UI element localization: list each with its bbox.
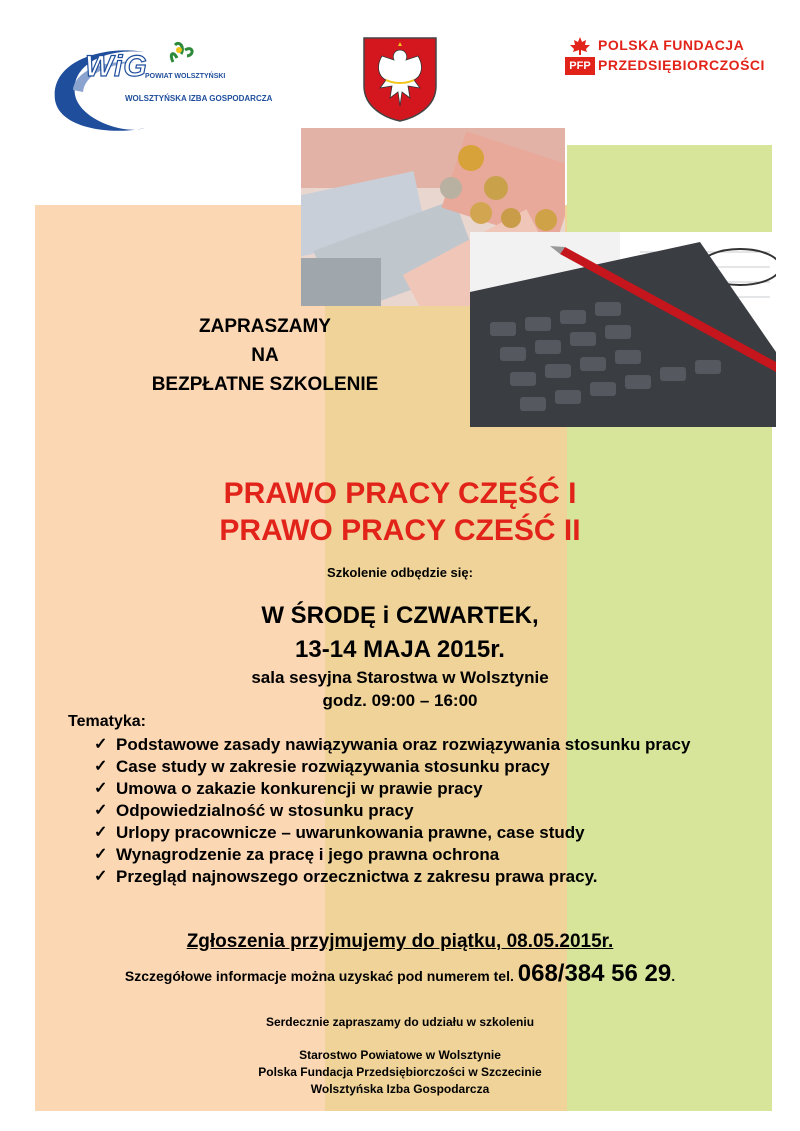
calculator-photo xyxy=(470,232,776,427)
checkmark-icon: ✓ xyxy=(94,824,108,841)
coat-of-arms-icon xyxy=(362,36,438,122)
event-date: 13-14 MAJA 2015r. xyxy=(295,636,505,663)
registration-deadline: Zgłoszenia przyjmujemy do piątku, 08.05.2015r. xyxy=(186,931,614,952)
wig-logo xyxy=(45,40,273,135)
invite-line2: NA xyxy=(251,345,279,366)
event-hours: godz. 09:00 – 16:00 xyxy=(322,691,478,710)
maple-leaf-icon xyxy=(570,37,590,55)
invite-line1: ZAPRASZAMY xyxy=(199,316,331,337)
contact-text: Szczegółowe informacje można uzyskać pod numerem tel. xyxy=(124,968,514,984)
checkmark-icon: ✓ xyxy=(94,780,108,797)
topic-item: ✓ Urlopy pracownicze – uwarunkowania prawne, case study xyxy=(94,823,585,842)
invite-heading xyxy=(90,312,440,399)
topic-item: ✓ Przegląd najnowszego orzecznictwa z zakresu prawa pracy. xyxy=(94,867,598,886)
organizer-line: Starostwo Powiatowe w Wolsztynie xyxy=(299,1048,501,1062)
checkmark-icon: ✓ xyxy=(94,758,108,775)
wig-powiat-label: POWIAT WOLSZTYŃSKI xyxy=(145,73,226,80)
topics-label: Tematyka: xyxy=(68,713,146,730)
phone-suffix: . xyxy=(671,968,676,984)
pfp-box: PFP xyxy=(565,57,595,75)
event-venue: sala sesyjna Starostwa w Wolsztynie xyxy=(251,668,549,687)
closing-invitation: Serdecznie zapraszamy do udziału w szkoleniu xyxy=(265,1015,535,1029)
pfp-name-line2: PRZEDSIĘBIORCZOŚCI xyxy=(598,57,765,73)
organizer-line: Wolsztyńska Izba Gospodarcza xyxy=(310,1082,490,1096)
phone-number[interactable]: 068/384 56 29 xyxy=(517,960,672,987)
checkmark-icon: ✓ xyxy=(94,736,108,753)
topic-item: ✓ Wynagrodzenie za pracę i jego prawna ochrona xyxy=(94,845,500,864)
checkmark-icon: ✓ xyxy=(94,868,108,885)
title-part2: PRAWO PRACY CZEŚĆ II xyxy=(219,514,581,547)
topics-list xyxy=(94,734,726,888)
title-part1: PRAWO PRACY CZĘŚĆ I xyxy=(223,477,577,510)
wig-org-label: WOLSZTYŃSKA IZBA GOSPODARCZA xyxy=(125,94,273,103)
contact-info xyxy=(0,960,800,988)
checkmark-icon: ✓ xyxy=(94,846,108,863)
event-days: W ŚRODĘ i CZWARTEK, xyxy=(261,602,539,629)
organizer-line: Polska Fundacja Przedsiębiorczości w Szczecinie xyxy=(258,1065,542,1079)
checkmark-icon: ✓ xyxy=(94,802,108,819)
organizers xyxy=(0,1047,800,1098)
event-intro: Szkolenie odbędzie się: xyxy=(327,565,473,580)
topic-item: ✓ Odpowiedzialność w stosunku pracy xyxy=(94,801,414,820)
pfp-logo xyxy=(565,37,765,85)
invite-line3: BEZPŁATNE SZKOLENIE xyxy=(151,374,379,395)
topic-item: ✓ Podstawowe zasady nawiązywania oraz rozwiązywania stosunku pracy xyxy=(94,735,691,754)
topic-item: ✓ Case study w zakresie rozwiązywania stosunku pracy xyxy=(94,757,550,776)
wig-logo-letters: WiG xyxy=(85,50,148,83)
pfp-name-line1: POLSKA FUNDACJA xyxy=(598,37,745,53)
topic-item: ✓ Umowa o zakazie konkurencji w prawie pracy xyxy=(94,779,483,798)
